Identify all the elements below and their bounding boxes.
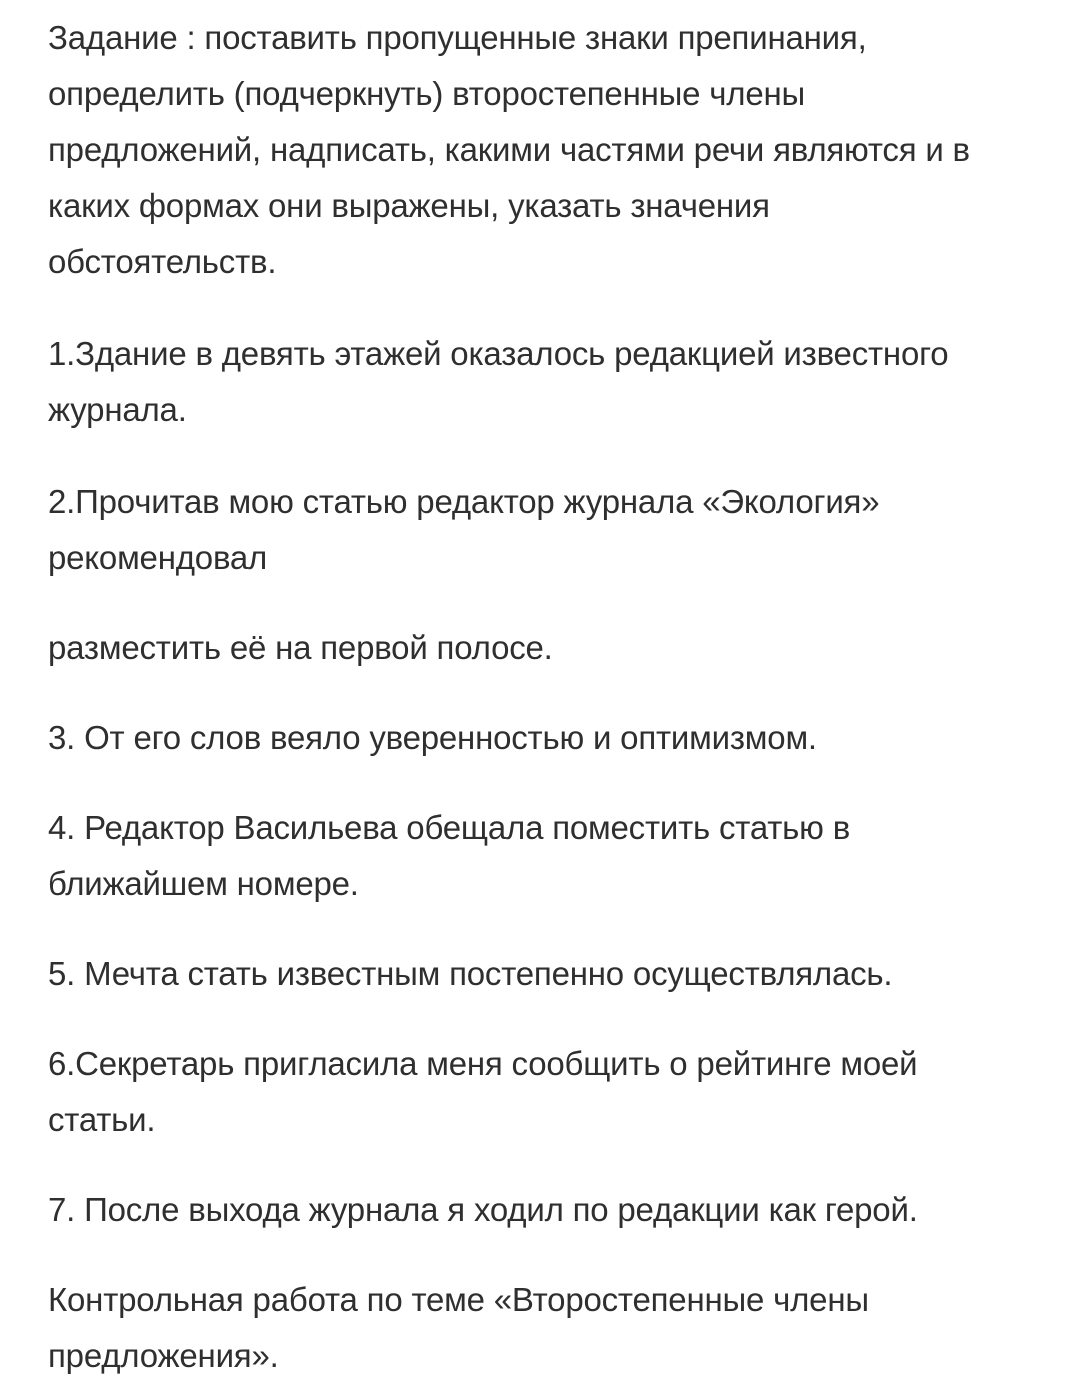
- sentence-2: [48, 474, 1040, 586]
- sentence-1-line-2: журнала.: [48, 391, 187, 428]
- sentence-2-continuation: [48, 620, 1040, 676]
- task-line-2: определить (подчеркнуть) второстепенные члены: [48, 75, 806, 112]
- sentence-6-line-1: 6.Секретарь пригласила меня сообщить о рейтинге моей: [48, 1045, 918, 1082]
- task-line-3: предложений, надписать, какими частями речи являются и в: [48, 131, 970, 168]
- footer-line-2: предложения».: [48, 1337, 279, 1374]
- sentence-1: [48, 326, 1040, 438]
- sentence-3: [48, 710, 1040, 766]
- task-line-5: обстоятельств.: [48, 243, 277, 280]
- sentence-4-line-1: 4. Редактор Васильева обещала поместить статью в: [48, 809, 851, 846]
- sentence-5-line-1: 5. Мечта стать известным постепенно осуществлялась.: [48, 955, 893, 992]
- sentence-7-line-1: 7. После выхода журнала я ходил по редакции как герой.: [48, 1191, 918, 1228]
- sentence-7: [48, 1182, 1040, 1238]
- task-line-1: Задание : поставить пропущенные знаки препинания,: [48, 19, 867, 56]
- sentence-2-continuation-line: разместить её на первой полосе.: [48, 629, 553, 666]
- task-paragraph: [48, 10, 1040, 290]
- sentence-3-line-1: 3. От его слов веяло уверенностью и оптимизмом.: [48, 719, 817, 756]
- sentence-2-line-1: 2.Прочитав мою статью редактор журнала «Экология»: [48, 483, 880, 520]
- sentence-1-line-1: 1.Здание в девять этажей оказалось редакцией известного: [48, 335, 949, 372]
- sentence-4: [48, 800, 1040, 912]
- sentence-4-line-2: ближайшем номере.: [48, 865, 359, 902]
- task-line-4: каких формах они выражены, указать значения: [48, 187, 770, 224]
- sentence-6-line-2: статьи.: [48, 1101, 156, 1138]
- sentence-5: [48, 946, 1040, 1002]
- footer-paragraph: [48, 1272, 1040, 1384]
- sentence-2-line-2: рекомендовал: [48, 539, 268, 576]
- footer-line-1: Контрольная работа по теме «Второстепенные члены: [48, 1281, 869, 1318]
- sentence-6: [48, 1036, 1040, 1148]
